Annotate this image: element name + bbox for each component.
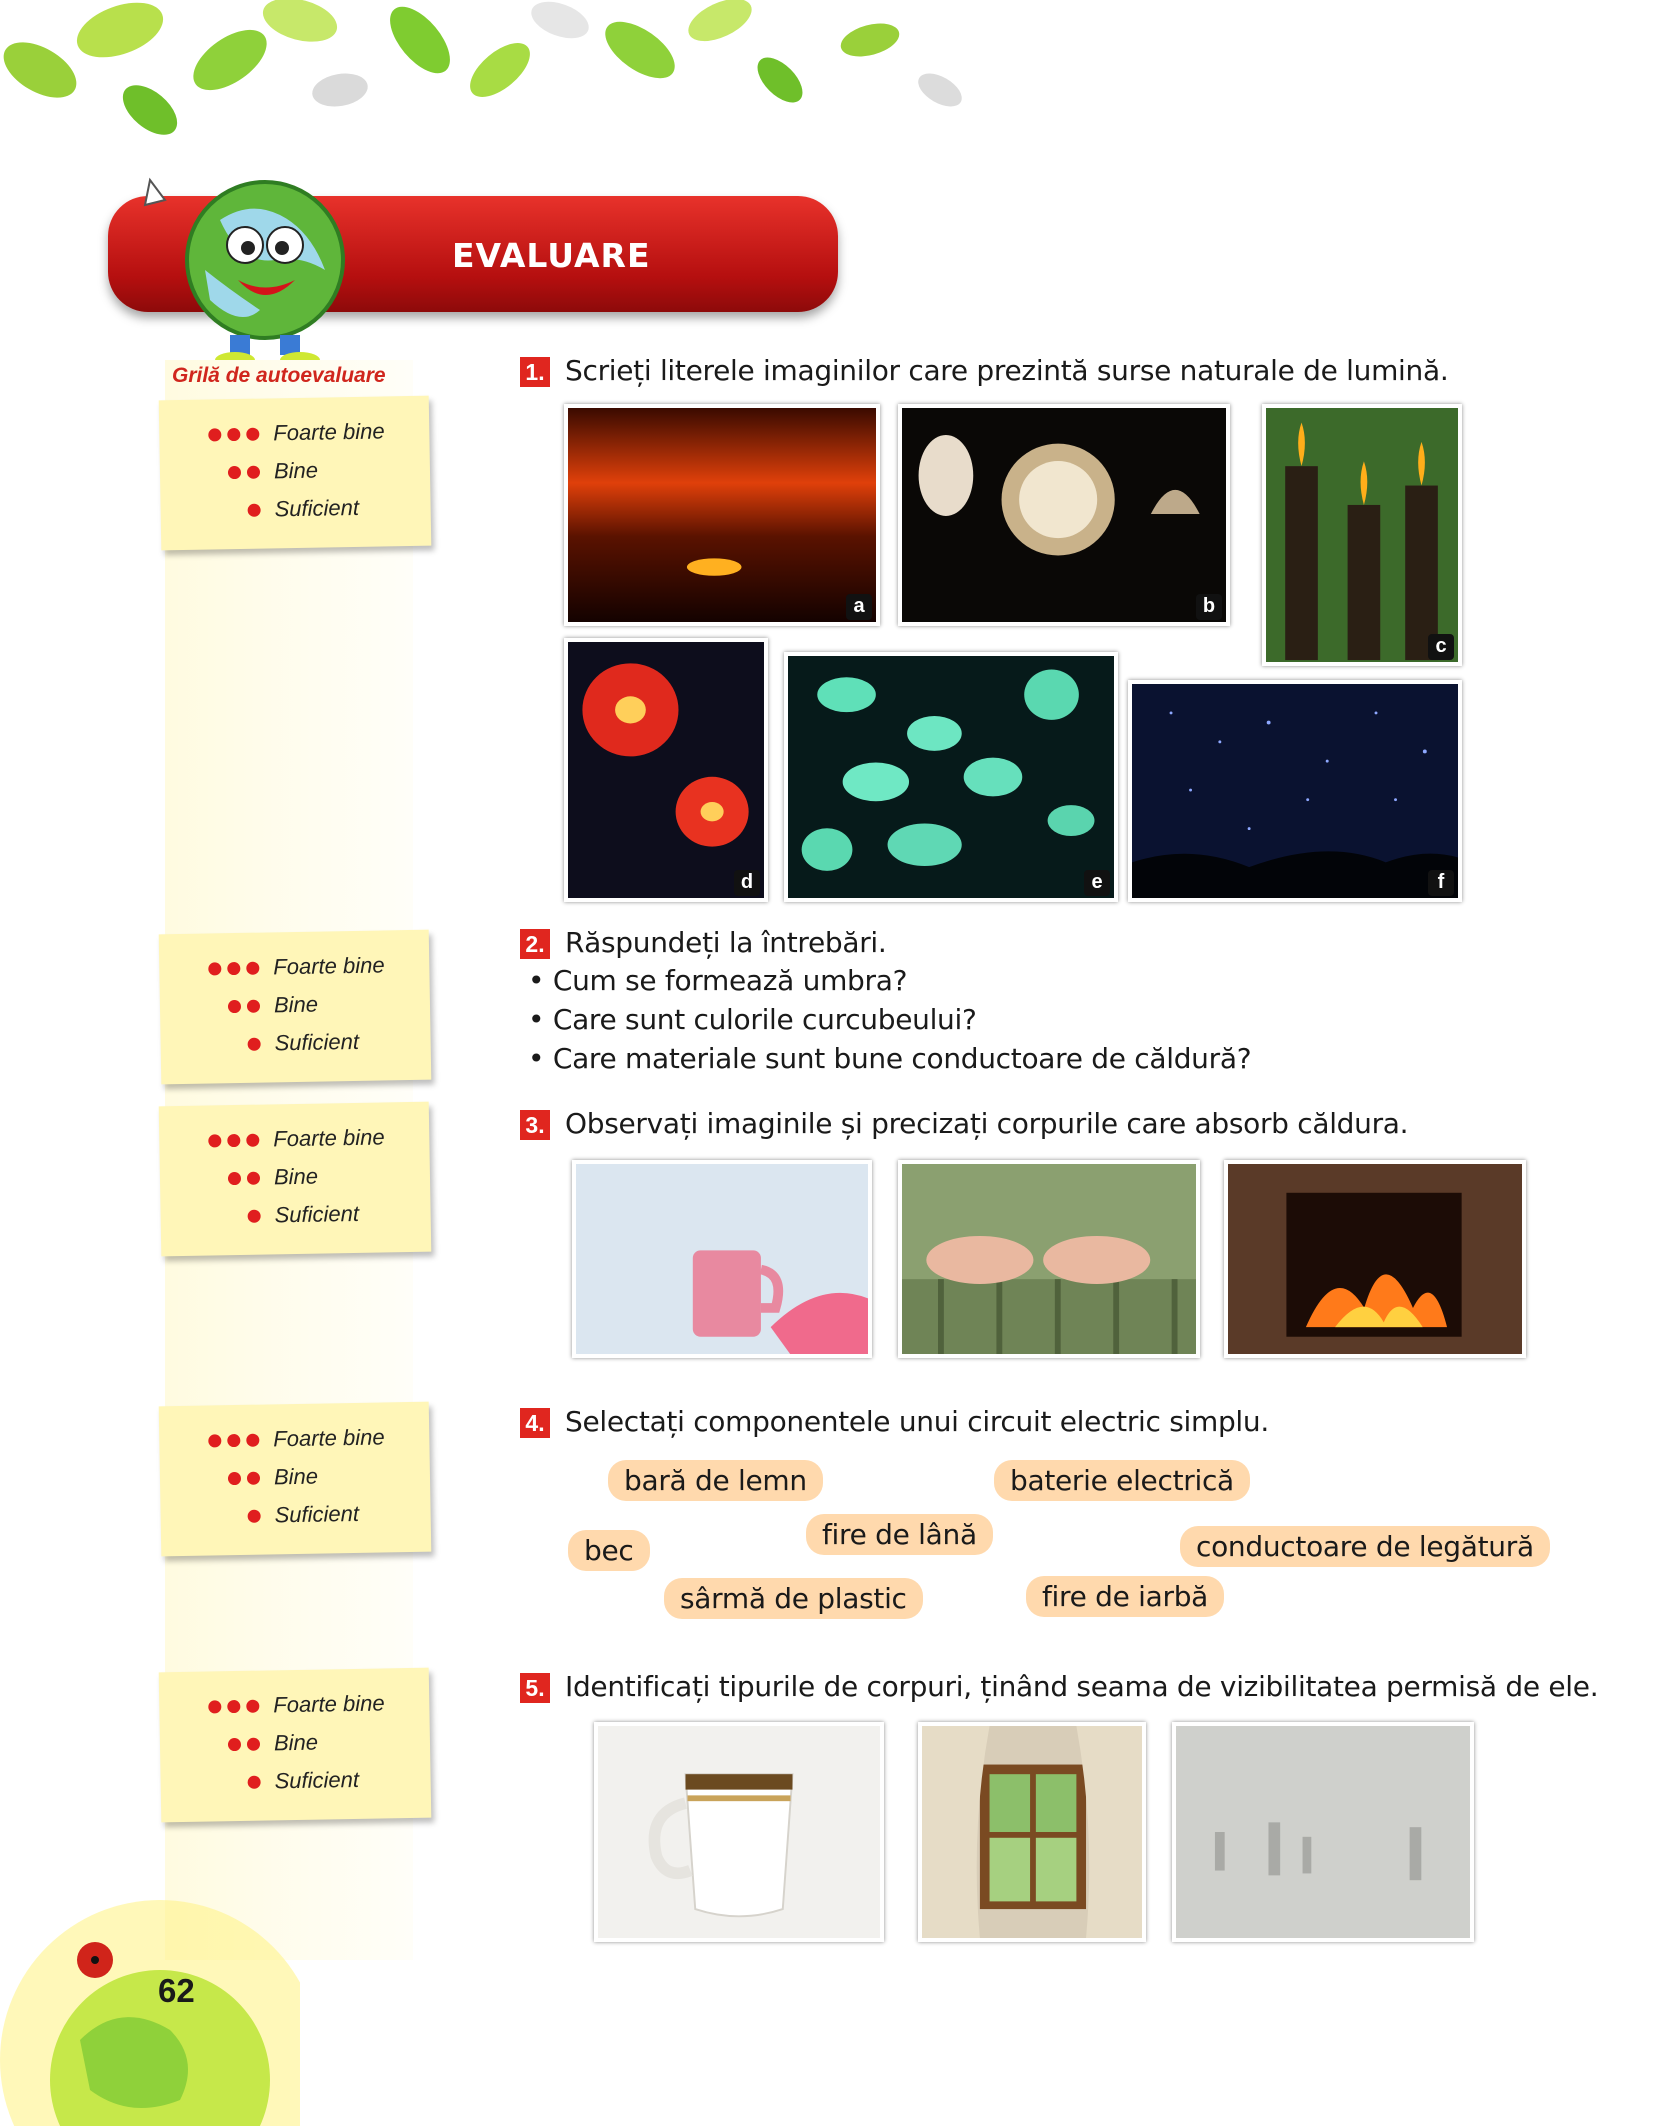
self-evaluation-note-2 — [159, 930, 432, 1085]
level-row: Foarte bine — [189, 1124, 385, 1153]
earth-mascot-icon — [110, 160, 380, 370]
question-5-text: Identificați tipurile de corpuri, ținând seama de vizibilitatea permisă de ele. — [565, 1670, 1599, 1703]
option-pill[interactable]: sârmă de plastic — [664, 1578, 923, 1619]
photo-torches — [1262, 404, 1462, 666]
option-pill[interactable]: fire de lână — [806, 1514, 993, 1555]
level-row: Bine — [190, 992, 318, 1020]
option-pill[interactable]: baterie electrică — [994, 1460, 1250, 1501]
photo-porcelain-cup — [594, 1722, 884, 1942]
question-4-text: Selectați componentele unui circuit electric simplu. — [565, 1405, 1269, 1438]
photo-label: a — [846, 594, 872, 620]
option-pill[interactable]: bec — [568, 1530, 650, 1571]
self-evaluation-note-3 — [159, 1102, 432, 1257]
question-2-text: Răspundeți la întrebări. — [565, 926, 887, 959]
photo-hot-cup — [572, 1160, 872, 1358]
level-row: Suficient — [190, 495, 359, 524]
level-row: Foarte bine — [189, 952, 385, 981]
level-row: Suficient — [190, 1767, 359, 1796]
page-number: 62 — [158, 1972, 195, 2009]
question-3-text: Observați imaginile și precizați corpurile care absorb căldura. — [565, 1107, 1409, 1140]
globe-corner-decoration — [0, 1860, 300, 2126]
page-title: EVALUARE — [452, 236, 651, 275]
photo-fog — [1172, 1722, 1474, 1942]
photo-label: f — [1428, 870, 1454, 896]
photo-starry-sky — [1128, 680, 1462, 902]
photo-label: e — [1084, 870, 1110, 896]
grid-title: Grilă de autoevaluare — [172, 364, 386, 387]
photo-jellyfish — [784, 652, 1118, 902]
level-row: Foarte bine — [189, 1424, 385, 1453]
photo-fireplace — [1224, 1160, 1526, 1358]
option-pill[interactable]: fire de iarbă — [1026, 1576, 1224, 1617]
level-row: Foarte bine — [189, 1690, 385, 1719]
photo-window — [918, 1722, 1146, 1942]
question-number: 5. — [520, 1673, 550, 1703]
option-pill[interactable]: conductoare de legătură — [1180, 1526, 1550, 1567]
self-evaluation-note-1 — [159, 396, 432, 551]
photo-label: c — [1428, 634, 1454, 660]
self-evaluation-note-4 — [159, 1402, 432, 1557]
self-evaluation-note-5 — [159, 1668, 432, 1823]
level-row: Bine — [190, 1464, 318, 1492]
photo-label: b — [1196, 594, 1222, 620]
question-1-text: Scrieți literele imaginilor care prezintă surse naturale de lumină. — [565, 354, 1449, 387]
level-row: Bine — [190, 1164, 318, 1192]
photo-chandeliers — [898, 404, 1230, 626]
photo-red-lanterns — [564, 638, 768, 902]
question-2-item: • Care materiale sunt bune conductoare de căldură? — [528, 1042, 1252, 1075]
question-2-item: • Cum se formează umbra? — [528, 964, 908, 997]
option-pill[interactable]: bară de lemn — [608, 1460, 823, 1501]
level-row: Foarte bine — [189, 418, 385, 447]
level-row: Suficient — [190, 1029, 359, 1058]
question-number: 1. — [520, 357, 550, 387]
question-2-item: • Care sunt culorile curcubeului? — [528, 1003, 977, 1036]
question-number: 2. — [520, 929, 550, 959]
level-row: Bine — [190, 458, 318, 486]
question-number: 4. — [520, 1408, 550, 1438]
leaves-decoration — [0, 0, 1000, 180]
photo-label: d — [734, 870, 760, 896]
level-row: Bine — [190, 1730, 318, 1758]
photo-radiator-hands — [898, 1160, 1200, 1358]
level-row: Suficient — [190, 1501, 359, 1530]
level-row: Suficient — [190, 1201, 359, 1230]
question-number: 3. — [520, 1110, 550, 1140]
photo-sunset — [564, 404, 880, 626]
